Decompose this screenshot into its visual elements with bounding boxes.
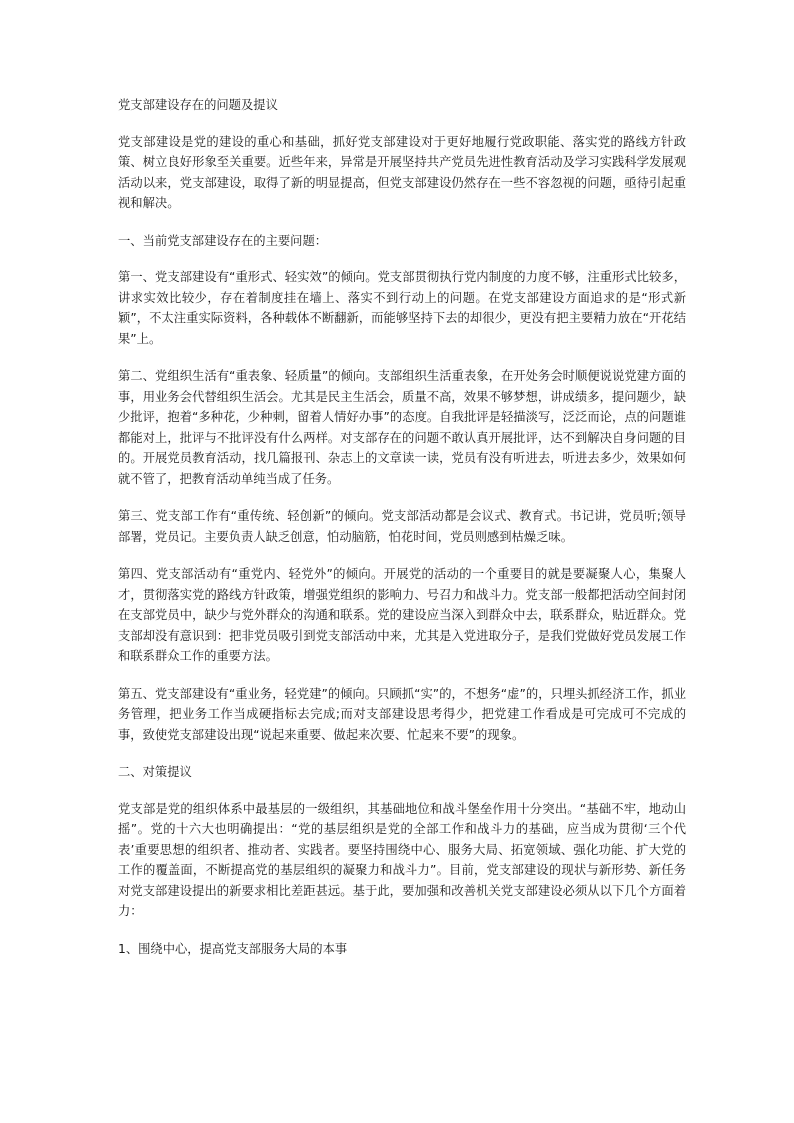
- section-heading-suggestions: 二、对策提议: [118, 765, 192, 779]
- document-title: 党支部建设存在的问题及提议: [118, 98, 278, 112]
- suggestion-paragraph: 党支部是党的组织体系中最基层的一级组织，其基础地位和战斗堡垒作用十分突出。“基础不牢，地动山摇”。党的十六大也明确提出：“党的基层组织是党的全部工作和战斗力的基础，应当成为贯彻‘三个代表’重要思想的组织者、推动者、实践者。要坚持围绕中心、服务大局、拓宽领域、强化功能、扩大党的工作的覆盖面，不断提高党的基层组织的凝聚力和战斗力”。目前，党支部建设的现状与新形势、新任务对党支部建设提出的新要求相比差距甚远。基于此，要加强和改善机关党支部建设必须从以下几个方面着力：: [118, 801, 686, 918]
- problem-paragraph-3: 第三、党支部工作有“重传统、轻创新”的倾向。党支部活动都是会议式、教育式。书记讲，党员听;领导部署，党员记。主要负责人缺乏创意，怕动脑筋，怕花时间，党员则感到枯燥乏味。: [118, 509, 686, 544]
- section-heading-problems: 一、当前党支部建设存在的主要问题：: [118, 233, 328, 248]
- problem-paragraph-4: 第四、党支部活动有“重党内、轻党外”的倾向。开展党的活动的一个重要目的就是要凝聚人心，集聚人才，贯彻落实党的路线方针政策，增强党组织的影响力、号召力和战斗力。党支部一般都把活动空间封闭在支部党员中，缺少与党外群众的沟通和联系。党的建设应当深入到群众中去，联系群众，贴近群众。党支部却没有意识到：把非党员吸引到党支部活动中来，尤其是入党进取分子，是我们党做好党员发展工作和联系群众工作的重要方法。: [118, 567, 686, 663]
- problem-paragraph-1: 第一、党支部建设有“重形式、轻实效”的倾向。党支部贯彻执行党内制度的力度不够，注重形式比较多，讲求实效比较少，存在着制度挂在墙上、落实不到行动上的问题。在党支部建设方面追求的是“形式新颖”，不太注重实际资料，各种载体不断翻新，而能够坚持下去的却很少，更没有把主要精力放在“开花结果”上。: [118, 270, 686, 346]
- document-page: [118, 95, 686, 959]
- suggestion-item-1: 1、围绕中心，提高党支部服务大局的本事: [118, 941, 348, 956]
- intro-paragraph: 党支部建设是党的建设的重心和基础，抓好党支部建设对于更好地履行党政职能、落实党的路线方针政策、树立良好形象至关重要。近些年来，异常是开展坚持共产党员先进性教育活动及学习实践科学发展观活动以来，党支部建设，取得了新的明显提高，但党支部建设仍然存在一些不容忽视的问题，亟待引起重视和解决。: [118, 134, 686, 210]
- problem-paragraph-2: 第二、党组织生活有“重表象、轻质量”的倾向。支部组织生活重表象，在开处务会时顺便说说党建方面的事，用业务会代替组织生活会。尤其是民主生活会，质量不高，效果不够梦想，讲成绩多，提问题少，缺少批评，抱着“多种花，少种刺，留着人情好办事”的态度。自我批评是轻描淡写，泛泛而论，点的问题谁都能对上，批评与不批评没有什么两样。对支部存在的问题不敢认真开展批评，达不到解决自身问题的目的。开展党员教育活动，找几篇报刊、杂志上的文章读一读，党员有没有听进去，听进去多少，效果如何就不管了，把教育活动单纯当成了任务。: [118, 369, 686, 486]
- problem-paragraph-5: 第五、党支部建设有“重业务，轻党建”的倾向。只顾抓“实”的，不想务“虚”的，只埋头抓经济工作，抓业务管理，把业务工作当成硬指标去完成;而对支部建设思考得少，把党建工作看成是可完成可不完成的事，致使党支部建设出现“说起来重要、做起来次要、忙起来不要”的现象。: [118, 686, 686, 742]
